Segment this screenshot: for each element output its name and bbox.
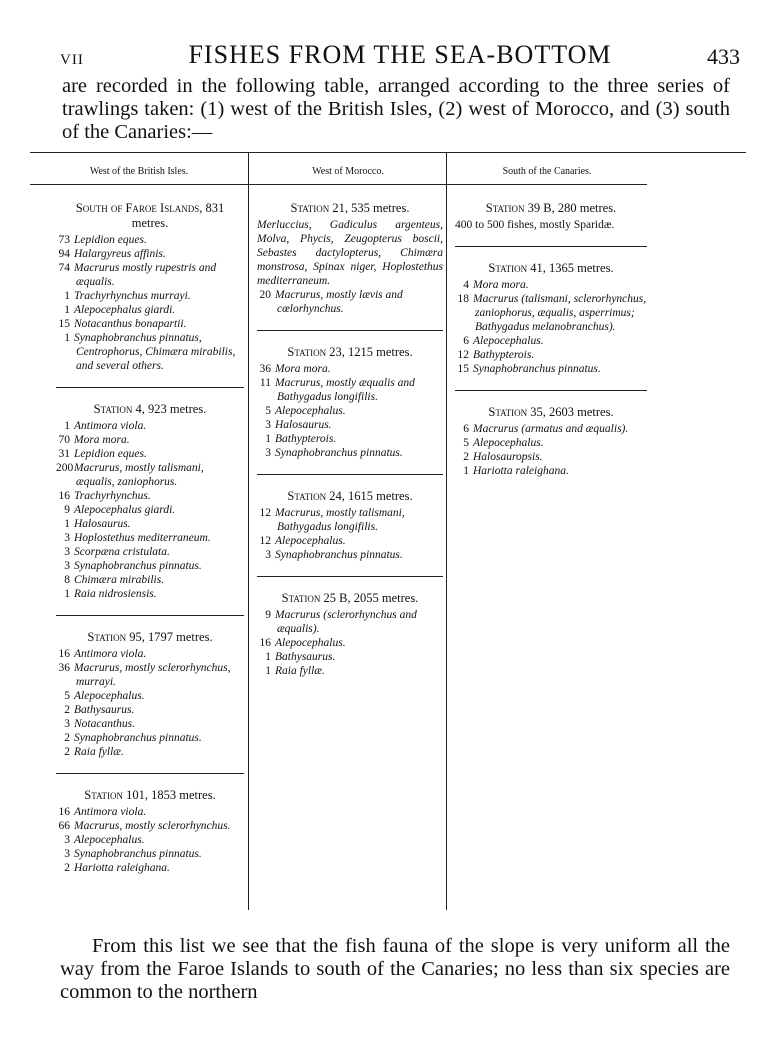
- column-canaries: [446, 152, 647, 910]
- page-number: 433: [707, 44, 740, 69]
- fish-count: 4: [463, 279, 469, 291]
- fish-count: 2: [64, 746, 70, 758]
- intro-paragraph: are recorded in the following table, arranged according to the three series of trawlings taken: (1) west of the British Isles, (2) west of Morocco, and (3) south of the Canaries:—: [62, 75, 730, 143]
- station-title: [455, 405, 647, 420]
- fish-name: Macrurus, mostly sclerorhynchus.: [74, 820, 231, 832]
- fish-name: Halosauropsis.: [473, 451, 543, 463]
- station-name: Station 41,: [488, 261, 546, 275]
- fish-entry: [455, 334, 647, 348]
- fish-name: Hariotta raleighana.: [473, 465, 569, 477]
- station-block: [455, 261, 647, 391]
- fish-entry: [56, 261, 244, 289]
- fish-entry: [257, 432, 443, 446]
- fish-count: 74: [58, 262, 70, 274]
- station-name: Station 24,: [287, 489, 345, 503]
- page-title: FISHES FROM THE SEA-BOTTOM: [188, 40, 612, 69]
- station-depth: 1615 metres.: [348, 489, 413, 503]
- fish-name: Lepidion eques.: [74, 234, 147, 246]
- fish-entry: [56, 317, 244, 331]
- fish-name: Macrurus, mostly sclerorhynchus, murrayi.: [74, 662, 231, 688]
- fish-count: 2: [64, 862, 70, 874]
- fish-name: Macrurus mostly rupestris and æqualis.: [74, 262, 217, 288]
- station-intro: Merluccius, Gadiculus argenteus, Molva, Phycis, Zeugopterus boscii, Sebastes dactylopterus, Chimæra monstrosa, Spinax niger, Hoplostethus mediterraneum.: [257, 219, 443, 287]
- fish-entry: [56, 587, 244, 601]
- fish-name: Trachyrhynchus murrayi.: [74, 290, 191, 302]
- fish-entry: [257, 404, 443, 418]
- station-title: [257, 489, 443, 504]
- fish-name: Bathypterois.: [275, 433, 337, 445]
- fish-entry: [56, 731, 244, 745]
- fish-entry: [56, 461, 244, 489]
- station-block: [257, 489, 443, 577]
- fish-name: Raia nidrosiensis.: [74, 588, 157, 600]
- fish-count: 94: [58, 248, 70, 260]
- fish-name: Alepocephalus.: [473, 437, 544, 449]
- station-block: [257, 201, 443, 331]
- fish-entry: [56, 447, 244, 461]
- fish-entry: [56, 745, 244, 759]
- fish-name: Alepocephalus.: [74, 834, 145, 846]
- fish-count: 18: [457, 293, 469, 305]
- fish-count: 200: [56, 462, 74, 474]
- station-title: [257, 345, 443, 360]
- station-name: Station 95,: [87, 630, 145, 644]
- fish-entry: [257, 534, 443, 548]
- fish-entry: [56, 559, 244, 573]
- fish-count: 2: [463, 451, 469, 463]
- fish-count: 5: [265, 405, 271, 417]
- fish-entry: [257, 362, 443, 376]
- fish-count: 8: [64, 574, 70, 586]
- fish-entry: [56, 531, 244, 545]
- column-british-isles: [30, 152, 248, 910]
- fish-entry: [455, 436, 647, 450]
- fish-count: 1: [64, 290, 70, 302]
- station-block: [56, 402, 244, 616]
- fish-entry: [455, 292, 647, 334]
- fish-entry: [56, 545, 244, 559]
- station-depth: 280 metres.: [557, 201, 617, 215]
- fish-name: Alepocephalus.: [275, 405, 346, 417]
- fish-entry: [56, 847, 244, 861]
- fish-name: Antimora viola.: [74, 648, 147, 660]
- fish-name: Alepocephalus.: [275, 637, 346, 649]
- fish-entry: [56, 517, 244, 531]
- station-title: [455, 261, 647, 276]
- fish-count: 1: [463, 465, 469, 477]
- fish-entry: [257, 664, 443, 678]
- station-title: [257, 591, 443, 606]
- station-title: [257, 201, 443, 216]
- fish-count: 11: [259, 377, 271, 389]
- station-name: Station 39 B,: [485, 201, 555, 215]
- running-header: [60, 40, 740, 74]
- station-depth: 831 metres.: [131, 201, 225, 230]
- fish-count: 6: [463, 335, 469, 347]
- fish-count: 3: [265, 419, 271, 431]
- station-block: [455, 405, 647, 492]
- station-title: [56, 630, 244, 645]
- station-depth: 2055 metres.: [353, 591, 419, 605]
- trawling-table: [30, 152, 746, 910]
- station-name: South of Faroe Islands,: [75, 201, 203, 215]
- fish-name: Synaphobranchus pinnatus.: [473, 363, 601, 375]
- fish-entry: [257, 636, 443, 650]
- fish-entry: [56, 233, 244, 247]
- fish-count: 66: [58, 820, 70, 832]
- fish-entry: [257, 548, 443, 562]
- fish-name: Raia fyllæ.: [74, 746, 124, 758]
- station-block: [56, 630, 244, 774]
- fish-entry: [455, 278, 647, 292]
- fish-entry: [257, 288, 443, 316]
- fish-count: 12: [259, 507, 271, 519]
- fish-name: Mora mora.: [74, 434, 130, 446]
- fish-name: Synaphobranchus pinnatus.: [74, 560, 202, 572]
- fish-name: Macrurus, mostly talismani, Bathygadus longifilis.: [275, 507, 405, 533]
- fish-name: Mora mora.: [473, 279, 529, 291]
- fish-entry: [455, 362, 647, 376]
- fish-name: Notacanthus.: [74, 718, 136, 730]
- fish-entry: [56, 689, 244, 703]
- fish-entry: [56, 503, 244, 517]
- fish-count: 1: [64, 518, 70, 530]
- fish-entry: [455, 422, 647, 436]
- column-morocco: [248, 152, 447, 910]
- fish-count: 3: [64, 718, 70, 730]
- column-header: West of Morocco.: [249, 152, 447, 185]
- fish-name: Synaphobranchus pinnatus.: [74, 848, 202, 860]
- fish-count: 1: [64, 420, 70, 432]
- station-title: [56, 201, 244, 231]
- fish-name: Raia fyllæ.: [275, 665, 325, 677]
- fish-name: Antimora viola.: [74, 806, 147, 818]
- fish-entry: [257, 446, 443, 460]
- fish-count: 3: [64, 546, 70, 558]
- fish-name: Mora mora.: [275, 363, 331, 375]
- fish-entry: [455, 464, 647, 478]
- fish-entry: [56, 419, 244, 433]
- fish-entry: [455, 450, 647, 464]
- station-depth: 1853 metres.: [151, 788, 216, 802]
- fish-name: Synaphobranchus pinnatus.: [275, 549, 403, 561]
- fish-count: 70: [58, 434, 70, 446]
- station-depth: 2603 metres.: [549, 405, 614, 419]
- fish-name: Alepocephalus.: [275, 535, 346, 547]
- fish-count: 20: [259, 289, 271, 301]
- fish-entry: [56, 833, 244, 847]
- fish-name: Chimæra mirabilis.: [74, 574, 165, 586]
- station-depth: 1797 metres.: [148, 630, 213, 644]
- fish-name: Synaphobranchus pinnatus.: [74, 732, 202, 744]
- station-name: Station 25 B,: [281, 591, 351, 605]
- fish-name: Macrurus (sclerorhynchus and æqualis).: [275, 609, 417, 635]
- fish-entry: [257, 650, 443, 664]
- fish-name: Antimora viola.: [74, 420, 147, 432]
- fish-entry: [56, 661, 244, 689]
- chapter-number: VII: [60, 52, 84, 68]
- fish-count: 31: [58, 448, 70, 460]
- station-depth: 1215 metres.: [348, 345, 413, 359]
- fish-entry: [257, 506, 443, 534]
- station-name: Station 23,: [287, 345, 345, 359]
- fish-name: Halosaurus.: [74, 518, 131, 530]
- fish-name: Alepocephalus giardi.: [74, 504, 176, 516]
- fish-name: Bathysaurus.: [275, 651, 336, 663]
- fish-count: 36: [58, 662, 70, 674]
- fish-count: 1: [64, 304, 70, 316]
- fish-count: 1: [265, 651, 271, 663]
- fish-count: 12: [259, 535, 271, 547]
- fish-entry: [56, 433, 244, 447]
- fish-name: Bathysaurus.: [74, 704, 135, 716]
- column-body: [30, 185, 248, 889]
- fish-entry: [56, 303, 244, 317]
- fish-entry: [56, 717, 244, 731]
- column-header: South of the Canaries.: [447, 152, 647, 185]
- station-depth: 1365 metres.: [549, 261, 614, 275]
- fish-name: Synaphobranchus pinnatus, Centrophorus, Chimæra mirabilis, and several others.: [74, 332, 236, 372]
- fish-entry: [56, 331, 244, 373]
- fish-name: Halargyreus affinis.: [74, 248, 166, 260]
- fish-entry: [56, 289, 244, 303]
- fish-name: Hoplostethus mediterraneum.: [74, 532, 211, 544]
- fish-count: 16: [58, 490, 70, 502]
- fish-entry: [56, 247, 244, 261]
- fish-count: 9: [265, 609, 271, 621]
- fish-name: Scorpæna cristulata.: [74, 546, 170, 558]
- station-block: [56, 201, 244, 388]
- column-body: [249, 185, 447, 692]
- fish-entry: [56, 647, 244, 661]
- station-name: Station 35,: [488, 405, 546, 419]
- fish-count: 15: [58, 318, 70, 330]
- fish-count: 16: [259, 637, 271, 649]
- fish-count: 16: [58, 648, 70, 660]
- fish-entry: [56, 861, 244, 875]
- fish-entry: [455, 348, 647, 362]
- fish-count: 6: [463, 423, 469, 435]
- closing-paragraph: From this list we see that the fish fauna of the slope is very uniform all the way from the Faroe Islands to south of the Canaries; no less than six species are common to the northern: [60, 935, 730, 1003]
- fish-count: 9: [64, 504, 70, 516]
- fish-count: 36: [259, 363, 271, 375]
- fish-count: 12: [457, 349, 469, 361]
- fish-name: Hariotta raleighana.: [74, 862, 170, 874]
- fish-name: Macrurus, mostly talismani, æqualis, zaniophorus.: [74, 462, 204, 488]
- fish-name: Macrurus, mostly æqualis and Bathygadus longifilis.: [275, 377, 415, 403]
- fish-entry: [56, 819, 244, 833]
- fish-count: 2: [64, 704, 70, 716]
- fish-entry: [56, 703, 244, 717]
- fish-count: 2: [64, 732, 70, 744]
- station-block: [455, 201, 647, 247]
- fish-count: 5: [463, 437, 469, 449]
- fish-name: Synaphobranchus pinnatus.: [275, 447, 403, 459]
- station-title: [455, 201, 647, 216]
- fish-count: 3: [64, 560, 70, 572]
- station-name: Station 21,: [290, 201, 349, 215]
- fish-count: 1: [64, 588, 70, 600]
- fish-count: 15: [457, 363, 469, 375]
- fish-entry: [56, 805, 244, 819]
- station-title: [56, 402, 244, 417]
- fish-name: Macrurus (armatus and æqualis).: [473, 423, 629, 435]
- station-name: Station 4,: [93, 402, 145, 416]
- fish-name: Alepocephalus.: [473, 335, 544, 347]
- station-block: [257, 591, 443, 692]
- fish-name: Notacanthus bonapartii.: [74, 318, 187, 330]
- fish-count: 3: [265, 447, 271, 459]
- fish-entry: [257, 608, 443, 636]
- fish-count: 3: [64, 532, 70, 544]
- column-body: [447, 185, 647, 492]
- station-block: [56, 788, 244, 889]
- fish-count: 1: [265, 665, 271, 677]
- station-name: Station 101,: [84, 788, 149, 802]
- station-block: [257, 345, 443, 475]
- fish-count: 1: [64, 332, 70, 344]
- fish-count: 5: [64, 690, 70, 702]
- fish-name: Trachyrhynchus.: [74, 490, 151, 502]
- fish-entry: [56, 489, 244, 503]
- fish-count: 73: [58, 234, 70, 246]
- fish-name: Macrurus (talismani, sclerorhynchus, zaniophorus, æqualis, asperrimus; Bathygadus melanobranchus).: [473, 293, 647, 333]
- fish-count: 3: [64, 848, 70, 860]
- station-depth: 535 metres.: [351, 201, 410, 215]
- fish-entry: [56, 573, 244, 587]
- station-title: [56, 788, 244, 803]
- fish-name: Alepocephalus giardi.: [74, 304, 176, 316]
- fish-name: Bathypterois.: [473, 349, 535, 361]
- fish-count: 3: [265, 549, 271, 561]
- fish-count: 3: [64, 834, 70, 846]
- column-header: West of the British Isles.: [30, 152, 248, 185]
- fish-count: 1: [265, 433, 271, 445]
- station-intro: 400 to 500 fishes, mostly Sparidæ.: [455, 219, 615, 231]
- fish-name: Alepocephalus.: [74, 690, 145, 702]
- fish-count: 16: [58, 806, 70, 818]
- station-depth: 923 metres.: [148, 402, 207, 416]
- fish-name: Macrurus, mostly lævis and cœlorhynchus.: [275, 289, 403, 315]
- fish-name: Halosaurus.: [275, 419, 332, 431]
- fish-entry: [257, 376, 443, 404]
- fish-entry: [257, 418, 443, 432]
- fish-name: Lepidion eques.: [74, 448, 147, 460]
